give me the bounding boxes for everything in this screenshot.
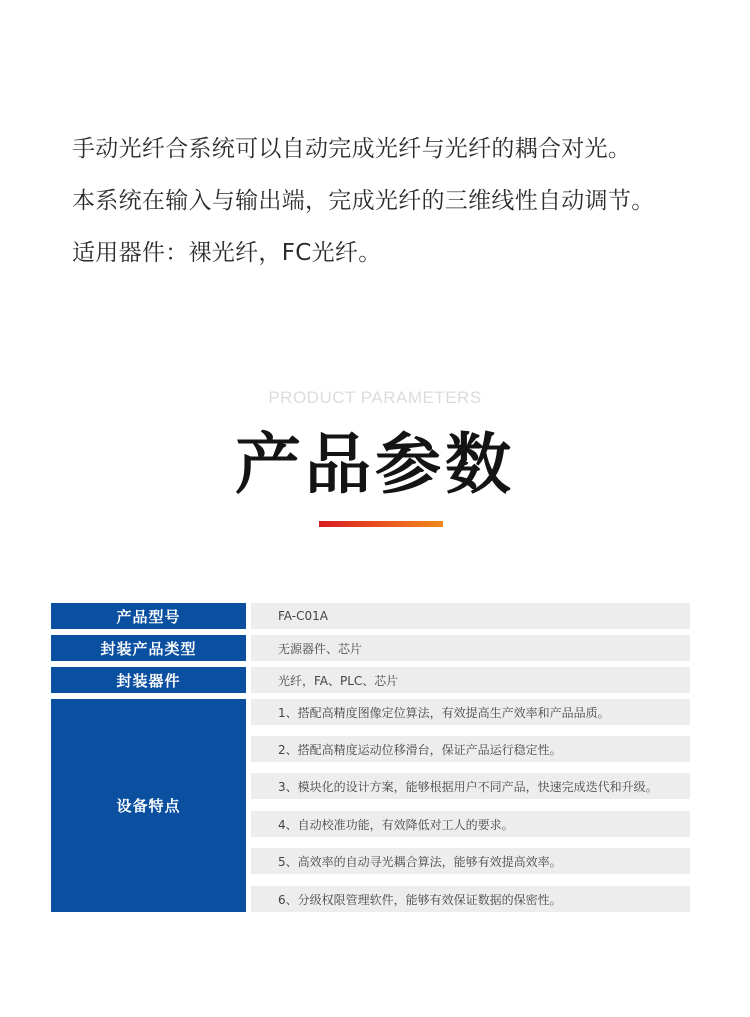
intro-line-2: 本系统在输入与输出端，完成光纤的三维线性自动调节。 (72, 188, 655, 214)
row-label-features: 设备特点 (51, 699, 246, 912)
row-label-package-type: 封装产品类型 (51, 635, 246, 661)
intro-line-3: 适用器件：裸光纤，FC光纤。 (72, 240, 382, 266)
feature-list (251, 699, 690, 912)
table-row-model (51, 603, 690, 629)
feature-item-4: 4、自动校准功能，有效降低对工人的要求。 (251, 811, 690, 837)
row-value-model: FA-C01A (251, 603, 690, 629)
section-title: 产品参数 (235, 426, 515, 503)
row-value-package-type: 无源器件、芯片 (251, 635, 690, 661)
section-subtitle: PRODUCT PARAMETERS (268, 388, 482, 407)
table-row-features (51, 699, 690, 912)
intro-line-1: 手动光纤合系统可以自动完成光纤与光纤的耦合对光。 (72, 136, 632, 162)
feature-item-5: 5、高效率的自动寻光耦合算法，能够有效提高效率。 (251, 848, 690, 874)
row-label-package-device: 封装器件 (51, 667, 246, 693)
feature-item-1: 1、搭配高精度图像定位算法，有效提高生产效率和产品品质。 (251, 699, 690, 725)
table-row-package-type (51, 635, 690, 661)
feature-item-3: 3、模块化的设计方案，能够根据用户不同产品，快速完成迭代和升级。 (251, 773, 690, 799)
parameters-table (51, 603, 690, 912)
feature-item-2: 2、搭配高精度运动位移滑台，保证产品运行稳定性。 (251, 736, 690, 762)
intro-text (72, 123, 732, 279)
row-value-package-device: 光纤，FA、PLC、芯片 (251, 667, 690, 693)
feature-item-6: 6、分级权限管理软件，能够有效保证数据的保密性。 (251, 886, 690, 912)
row-label-model: 产品型号 (51, 603, 246, 629)
table-row-package-device (51, 667, 690, 693)
title-underline (319, 521, 443, 527)
